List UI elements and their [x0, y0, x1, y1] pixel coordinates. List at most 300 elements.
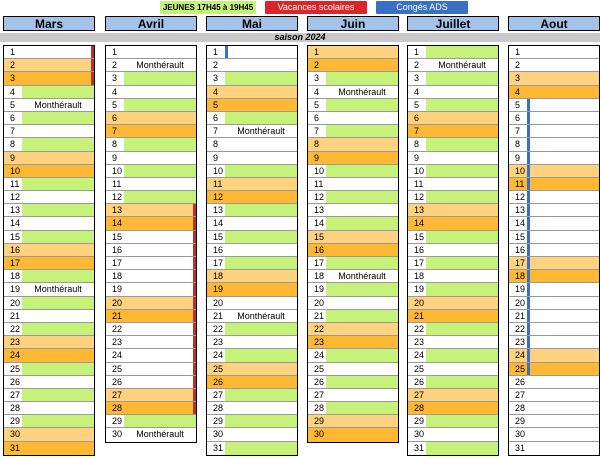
- day-number: 22: [106, 323, 124, 335]
- day-cell[interactable]: [408, 191, 498, 204]
- day-cell[interactable]: [207, 415, 297, 428]
- day-cell[interactable]: [509, 402, 599, 415]
- day-number: 24: [308, 349, 326, 361]
- day-slot: [225, 72, 297, 84]
- day-cell[interactable]: [308, 428, 398, 441]
- day-slot: [124, 191, 196, 203]
- day-cell[interactable]: [509, 112, 599, 125]
- day-cell[interactable]: [4, 231, 94, 244]
- day-cell[interactable]: [106, 165, 196, 178]
- day-cell[interactable]: [106, 46, 196, 59]
- day-slot: [527, 415, 599, 427]
- day-cell[interactable]: [4, 165, 94, 178]
- day-slot: [124, 270, 196, 282]
- day-cell[interactable]: [509, 349, 599, 362]
- day-cell[interactable]: [207, 138, 297, 151]
- day-cell[interactable]: [207, 442, 297, 455]
- day-number: 31: [509, 442, 527, 455]
- day-cell[interactable]: [4, 191, 94, 204]
- day-cell[interactable]: [4, 310, 94, 323]
- conges-marker: [527, 297, 530, 309]
- day-cell[interactable]: [308, 310, 398, 323]
- day-cell[interactable]: [308, 138, 398, 151]
- day-number: 2: [207, 59, 225, 71]
- day-cell[interactable]: [4, 217, 94, 230]
- day-slot: [426, 217, 498, 229]
- day-cell[interactable]: [408, 231, 498, 244]
- day-cell[interactable]: [4, 125, 94, 138]
- day-cell[interactable]: [207, 428, 297, 441]
- day-cell[interactable]: [4, 244, 94, 257]
- day-cell[interactable]: [4, 402, 94, 415]
- day-cell[interactable]: [4, 72, 94, 85]
- day-cell[interactable]: [4, 376, 94, 389]
- day-slot: [326, 125, 398, 137]
- day-cell[interactable]: [4, 442, 94, 455]
- day-number: 9: [408, 152, 426, 164]
- day-cell[interactable]: [308, 217, 398, 230]
- day-slot: [22, 165, 94, 177]
- day-cell[interactable]: [509, 59, 599, 72]
- day-slot: [124, 257, 196, 269]
- day-number: 21: [207, 310, 225, 322]
- day-cell[interactable]: [509, 138, 599, 151]
- month-header: Mars: [3, 16, 95, 31]
- day-number: 18: [207, 270, 225, 282]
- day-cell[interactable]: [207, 231, 297, 244]
- day-cell[interactable]: [408, 402, 498, 415]
- day-cell[interactable]: [509, 363, 599, 376]
- day-cell[interactable]: [106, 376, 196, 389]
- day-cell[interactable]: [207, 72, 297, 85]
- day-cell[interactable]: [509, 204, 599, 217]
- day-slot: [326, 99, 398, 111]
- day-cell[interactable]: [408, 270, 498, 283]
- day-cell[interactable]: [207, 152, 297, 165]
- day-cell[interactable]: [4, 336, 94, 349]
- day-cell[interactable]: [106, 152, 196, 165]
- day-cell[interactable]: [106, 336, 196, 349]
- day-cell[interactable]: [408, 217, 498, 230]
- day-cell[interactable]: [106, 59, 196, 72]
- day-cell[interactable]: [509, 99, 599, 112]
- day-cell[interactable]: [308, 297, 398, 310]
- day-number: 6: [207, 112, 225, 124]
- day-cell[interactable]: [207, 59, 297, 72]
- day-slot: [426, 270, 498, 282]
- day-cell[interactable]: [207, 86, 297, 99]
- day-cell[interactable]: [207, 46, 297, 59]
- day-cell[interactable]: [207, 323, 297, 336]
- day-cell[interactable]: [509, 389, 599, 402]
- day-cell[interactable]: [106, 178, 196, 191]
- day-cell[interactable]: [106, 389, 196, 402]
- day-cell[interactable]: [509, 125, 599, 138]
- day-cell[interactable]: [207, 125, 297, 138]
- day-cell[interactable]: [106, 231, 196, 244]
- day-slot: [22, 323, 94, 335]
- day-number: 8: [509, 138, 527, 150]
- day-number: 17: [106, 257, 124, 269]
- day-cell[interactable]: [308, 323, 398, 336]
- day-number: 17: [207, 257, 225, 269]
- day-cell[interactable]: [207, 389, 297, 402]
- days-list-mars: [3, 45, 95, 456]
- day-cell[interactable]: [308, 336, 398, 349]
- days-list-juillet: [407, 45, 499, 456]
- day-cell[interactable]: [207, 283, 297, 296]
- day-slot: [22, 283, 94, 295]
- day-cell[interactable]: [4, 257, 94, 270]
- day-number: 1: [509, 46, 527, 58]
- day-cell[interactable]: [207, 257, 297, 270]
- day-cell[interactable]: [308, 112, 398, 125]
- day-cell[interactable]: [106, 349, 196, 362]
- day-slot: [22, 191, 94, 203]
- day-number: 15: [509, 231, 527, 243]
- day-note: Monthérault: [338, 271, 386, 282]
- day-slot: [527, 231, 599, 243]
- day-cell[interactable]: [408, 178, 498, 191]
- day-cell[interactable]: [509, 297, 599, 310]
- day-cell[interactable]: [106, 297, 196, 310]
- day-cell[interactable]: [408, 59, 498, 72]
- day-slot: [426, 165, 498, 177]
- day-cell[interactable]: [408, 336, 498, 349]
- day-cell[interactable]: [408, 112, 498, 125]
- day-cell[interactable]: [408, 389, 498, 402]
- day-cell[interactable]: [408, 204, 498, 217]
- day-cell[interactable]: [308, 363, 398, 376]
- day-cell[interactable]: [509, 72, 599, 85]
- day-cell[interactable]: [106, 257, 196, 270]
- day-cell[interactable]: [4, 46, 94, 59]
- day-slot: [225, 442, 297, 455]
- legend-jeunes: JEUNES 17H45 à 19H45: [160, 1, 256, 14]
- day-slot: [326, 204, 398, 216]
- legend-bar: [0, 0, 600, 15]
- day-cell[interactable]: [408, 376, 498, 389]
- day-cell[interactable]: [106, 323, 196, 336]
- day-cell[interactable]: [106, 99, 196, 112]
- day-cell[interactable]: [308, 402, 398, 415]
- day-cell[interactable]: [308, 389, 398, 402]
- vacances-marker: [193, 231, 196, 243]
- day-number: 12: [4, 191, 22, 203]
- day-cell[interactable]: [308, 178, 398, 191]
- day-cell[interactable]: [207, 402, 297, 415]
- day-cell[interactable]: [308, 283, 398, 296]
- days-list-aout: [508, 45, 600, 456]
- day-slot: [225, 297, 297, 309]
- day-number: 9: [308, 152, 326, 164]
- day-number: 18: [4, 270, 22, 282]
- day-cell[interactable]: [308, 257, 398, 270]
- day-number: 25: [207, 363, 225, 375]
- day-slot: [326, 86, 398, 98]
- day-cell[interactable]: [308, 204, 398, 217]
- day-slot: [22, 125, 94, 137]
- day-cell[interactable]: [509, 178, 599, 191]
- day-slot: [22, 178, 94, 190]
- day-number: 29: [308, 415, 326, 427]
- day-cell[interactable]: [207, 165, 297, 178]
- conges-marker: [527, 112, 530, 124]
- day-cell[interactable]: [509, 165, 599, 178]
- day-number: 29: [106, 415, 124, 427]
- day-cell[interactable]: [509, 336, 599, 349]
- day-number: 28: [4, 402, 22, 414]
- day-number: 16: [509, 244, 527, 256]
- day-cell[interactable]: [408, 363, 498, 376]
- day-cell[interactable]: [207, 191, 297, 204]
- day-number: 23: [207, 336, 225, 348]
- day-slot: [225, 428, 297, 440]
- day-number: 4: [4, 86, 22, 98]
- day-number: 3: [4, 72, 22, 84]
- day-cell[interactable]: [207, 270, 297, 283]
- day-cell[interactable]: [509, 46, 599, 59]
- day-number: 28: [509, 402, 527, 414]
- day-cell[interactable]: [308, 165, 398, 178]
- day-cell[interactable]: [106, 72, 196, 85]
- day-number: 16: [106, 244, 124, 256]
- day-cell[interactable]: [207, 349, 297, 362]
- day-cell[interactable]: [4, 59, 94, 72]
- day-slot: [527, 310, 599, 322]
- day-cell[interactable]: [408, 125, 498, 138]
- vacances-marker: [193, 323, 196, 335]
- day-number: 22: [207, 323, 225, 335]
- day-cell[interactable]: [408, 99, 498, 112]
- day-slot: [326, 112, 398, 124]
- day-cell[interactable]: [207, 204, 297, 217]
- day-cell[interactable]: [408, 415, 498, 428]
- day-cell[interactable]: [308, 59, 398, 72]
- day-cell[interactable]: [308, 46, 398, 59]
- day-slot: [527, 270, 599, 282]
- day-cell[interactable]: [408, 46, 498, 59]
- day-cell[interactable]: [408, 283, 498, 296]
- day-cell[interactable]: [207, 178, 297, 191]
- day-number: 30: [509, 428, 527, 440]
- day-slot: [527, 125, 599, 137]
- day-cell[interactable]: [509, 415, 599, 428]
- day-cell[interactable]: [207, 99, 297, 112]
- day-cell[interactable]: [4, 112, 94, 125]
- day-number: 20: [4, 297, 22, 309]
- day-cell[interactable]: [408, 165, 498, 178]
- day-cell[interactable]: [308, 231, 398, 244]
- day-number: 6: [308, 112, 326, 124]
- conges-marker: [527, 323, 530, 335]
- day-cell[interactable]: [106, 270, 196, 283]
- day-number: 25: [308, 363, 326, 375]
- day-number: 16: [308, 244, 326, 256]
- day-cell[interactable]: [106, 363, 196, 376]
- day-cell[interactable]: [106, 310, 196, 323]
- day-cell[interactable]: [509, 152, 599, 165]
- day-cell[interactable]: [106, 244, 196, 257]
- day-cell[interactable]: [509, 310, 599, 323]
- day-number: 1: [308, 46, 326, 58]
- day-cell[interactable]: [207, 217, 297, 230]
- day-cell[interactable]: [4, 389, 94, 402]
- day-cell[interactable]: [509, 231, 599, 244]
- day-cell[interactable]: [509, 257, 599, 270]
- day-cell[interactable]: [308, 376, 398, 389]
- conges-marker: [527, 283, 530, 295]
- day-slot: [326, 138, 398, 150]
- day-cell[interactable]: [4, 415, 94, 428]
- day-cell[interactable]: [308, 244, 398, 257]
- day-number: 20: [106, 297, 124, 309]
- day-cell[interactable]: [106, 125, 196, 138]
- day-number: 21: [4, 310, 22, 322]
- day-slot: [527, 46, 599, 58]
- day-cell[interactable]: [308, 349, 398, 362]
- day-cell[interactable]: [207, 363, 297, 376]
- day-cell[interactable]: [4, 99, 94, 112]
- day-number: 10: [408, 165, 426, 177]
- day-cell[interactable]: [106, 428, 196, 441]
- day-cell[interactable]: [106, 191, 196, 204]
- day-cell[interactable]: [509, 191, 599, 204]
- day-cell[interactable]: [106, 204, 196, 217]
- day-slot: [22, 363, 94, 375]
- day-cell[interactable]: [106, 112, 196, 125]
- day-cell[interactable]: [106, 217, 196, 230]
- day-cell[interactable]: [207, 112, 297, 125]
- day-number: 30: [408, 428, 426, 440]
- day-slot: [22, 310, 94, 322]
- day-note: Monthérault: [34, 284, 82, 295]
- day-cell[interactable]: [408, 297, 498, 310]
- day-cell[interactable]: [509, 86, 599, 99]
- day-cell[interactable]: [207, 297, 297, 310]
- day-cell[interactable]: [408, 323, 498, 336]
- day-slot: [326, 178, 398, 190]
- day-cell[interactable]: [509, 323, 599, 336]
- day-cell[interactable]: [106, 86, 196, 99]
- day-number: 11: [106, 178, 124, 190]
- vacances-marker: [193, 257, 196, 269]
- day-cell[interactable]: [408, 428, 498, 441]
- day-cell[interactable]: [207, 376, 297, 389]
- day-cell[interactable]: [4, 297, 94, 310]
- day-cell[interactable]: [4, 428, 94, 441]
- day-cell[interactable]: [106, 415, 196, 428]
- day-slot: [22, 152, 94, 164]
- day-cell[interactable]: [509, 244, 599, 257]
- day-cell[interactable]: [4, 270, 94, 283]
- day-cell[interactable]: [4, 204, 94, 217]
- day-note: Monthérault: [237, 126, 285, 137]
- day-slot: [527, 323, 599, 335]
- day-slot: [527, 363, 599, 375]
- day-number: 25: [408, 363, 426, 375]
- day-cell[interactable]: [308, 125, 398, 138]
- day-slot: [124, 178, 196, 190]
- day-cell[interactable]: [4, 363, 94, 376]
- day-number: 28: [106, 402, 124, 414]
- day-cell[interactable]: [408, 152, 498, 165]
- day-cell[interactable]: [207, 310, 297, 323]
- day-cell[interactable]: [408, 244, 498, 257]
- day-cell[interactable]: [509, 217, 599, 230]
- day-number: 4: [308, 86, 326, 98]
- day-slot: [124, 112, 196, 124]
- day-cell[interactable]: [408, 442, 498, 455]
- day-number: 29: [509, 415, 527, 427]
- day-cell[interactable]: [408, 257, 498, 270]
- vacances-marker: [91, 72, 94, 84]
- day-slot: [326, 257, 398, 269]
- day-cell[interactable]: [509, 442, 599, 455]
- day-cell[interactable]: [207, 336, 297, 349]
- day-number: 14: [106, 217, 124, 229]
- day-number: 12: [106, 191, 124, 203]
- day-cell[interactable]: [4, 283, 94, 296]
- day-cell[interactable]: [4, 86, 94, 99]
- day-cell[interactable]: [4, 178, 94, 191]
- day-number: 17: [509, 257, 527, 269]
- day-cell[interactable]: [509, 428, 599, 441]
- day-cell[interactable]: [408, 310, 498, 323]
- day-cell[interactable]: [4, 152, 94, 165]
- day-number: 24: [207, 349, 225, 361]
- day-number: 9: [4, 152, 22, 164]
- day-cell[interactable]: [308, 270, 398, 283]
- day-cell[interactable]: [207, 244, 297, 257]
- day-cell[interactable]: [509, 283, 599, 296]
- day-slot: [124, 323, 196, 335]
- day-cell[interactable]: [106, 402, 196, 415]
- day-cell[interactable]: [308, 72, 398, 85]
- day-cell[interactable]: [308, 191, 398, 204]
- day-number: 22: [408, 323, 426, 335]
- day-cell[interactable]: [106, 283, 196, 296]
- day-number: 23: [4, 336, 22, 348]
- day-slot: [22, 349, 94, 361]
- month-column-aout: [508, 16, 600, 31]
- day-number: 5: [207, 99, 225, 111]
- day-cell[interactable]: [4, 138, 94, 151]
- day-slot: [527, 112, 599, 124]
- day-cell[interactable]: [408, 138, 498, 151]
- day-cell[interactable]: [308, 99, 398, 112]
- day-cell[interactable]: [4, 349, 94, 362]
- day-cell[interactable]: [509, 376, 599, 389]
- day-slot: [527, 152, 599, 164]
- day-cell[interactable]: [509, 270, 599, 283]
- day-cell[interactable]: [408, 86, 498, 99]
- day-cell[interactable]: [308, 415, 398, 428]
- day-cell[interactable]: [308, 86, 398, 99]
- day-cell[interactable]: [408, 349, 498, 362]
- day-cell[interactable]: [106, 138, 196, 151]
- day-cell[interactable]: [4, 323, 94, 336]
- day-cell[interactable]: [408, 72, 498, 85]
- day-number: 19: [308, 283, 326, 295]
- day-number: 13: [408, 204, 426, 216]
- day-slot: [527, 178, 599, 190]
- day-cell[interactable]: [308, 152, 398, 165]
- day-number: 27: [509, 389, 527, 401]
- day-slot: [326, 297, 398, 309]
- month-header: Avril: [105, 16, 197, 31]
- day-slot: [527, 283, 599, 295]
